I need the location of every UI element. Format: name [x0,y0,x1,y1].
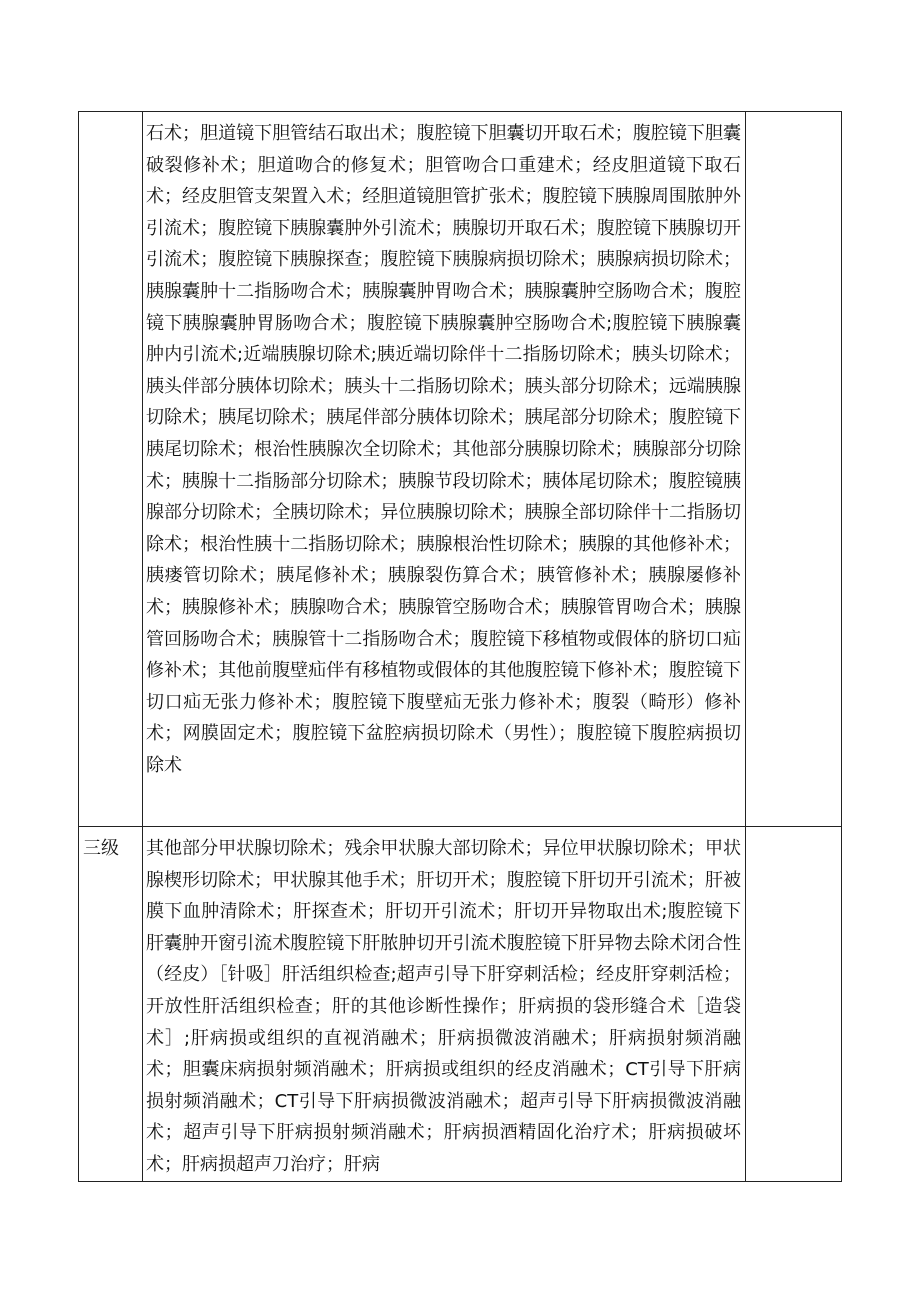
note-text [746,112,841,118]
table-row [79,827,842,1182]
procedures-cell [143,827,746,1182]
level-label: 三级 [83,838,119,859]
procedures-cell [143,112,746,827]
level-label [79,112,142,118]
note-cell [746,827,842,1182]
level-cell [79,112,143,827]
note-cell [746,112,842,827]
table-row [79,112,842,827]
surgery-grade-table [78,111,842,1182]
procedure-list-text: 其他部分甲状腺切除术；残余甲状腺大部切除术；异位甲状腺切除术；甲状腺楔形切除术；甲状腺其他手术；肝切开术；腹腔镜下肝切开引流术；肝被膜下血肿清除术；肝探查术；肝切开引流术；肝切开异物取出术;腹腔镜下肝囊肿开窗引流术腹腔镜下肝脓肿切开引流术腹腔镜下肝异物去除术闭合性（经皮）［针吸］肝活组织检查;超声引导下肝穿刺活检；经皮肝穿刺活检；开放性肝活组织检查；肝的其他诊断性操作；肝病损的袋形缝合术［造袋术］;肝病损或组织的直视消融术；肝病损微波消融术；肝病损射频消融术；胆囊床病损射频消融术；肝病损或组织的经皮消融术；CT引导下肝病损射频消融术；CT引导下肝病损微波消融术；超声引导下肝病损微波消融术；超声引导下肝病损射频消融术；肝病损酒精固化治疗术；肝病损破坏术；肝病损超声刀治疗；肝病 [146,838,741,1175]
note-text [746,827,841,833]
procedure-list-text: 石术；胆道镜下胆管结石取出术；腹腔镜下胆囊切开取石术；腹腔镜下胆囊破裂修补术；胆道吻合的修复术；胆管吻合口重建术；经皮胆道镜下取石术；经皮胆管支架置入术；经胆道镜胆管扩张术；腹腔镜下胰腺周围脓肿外引流术；腹腔镜下胰腺囊肿外引流术；胰腺切开取石术；腹腔镜下胰腺切开引流术；腹腔镜下胰腺探查；腹腔镜下胰腺病损切除术；胰腺病损切除术；胰腺囊肿十二指肠吻合术；胰腺囊肿胃吻合术；胰腺囊肿空肠吻合术；腹腔镜下胰腺囊肿胃肠吻合术；腹腔镜下胰腺囊肿空肠吻合术;腹腔镜下胰腺囊肿内引流术;近端胰腺切除术;胰近端切除伴十二指肠切除术；胰头切除术；胰头伴部分胰体切除术；胰头十二指肠切除术；胰头部分切除术；远端胰腺切除术；胰尾切除术；胰尾伴部分胰体切除术；胰尾部分切除术；腹腔镜下胰尾切除术；根治性胰腺次全切除术；其他部分胰腺切除术；胰腺部分切除术；胰腺十二指肠部分切除术；胰腺节段切除术；胰体尾切除术；腹腔镜胰腺部分切除术；全胰切除术；异位胰腺切除术；胰腺全部切除伴十二指肠切除术；根治性胰十二指肠切除术；胰腺根治性切除术；胰腺的其他修补术；胰瘘管切除术；胰尾修补术；胰腺裂伤算合术；胰管修补术；胰腺屡修补术；胰腺修补术；胰腺吻合术；胰腺管空肠吻合术；胰腺管胃吻合术；胰腺管回肠吻合术；胰腺管十二指肠吻合术；腹腔镜下移植物或假体的脐切口疝修补术；其他前腹壁疝伴有移植物或假体的其他腹腔镜下修补术；腹腔镜下切口疝无张力修补术；腹腔镜下腹壁疝无张力修补术；腹裂（畸形）修补术；网膜固定术；腹腔镜下盆腔病损切除术（男性）；腹腔镜下腹腔病损切除术 [146,123,741,776]
level-cell [79,827,143,1182]
